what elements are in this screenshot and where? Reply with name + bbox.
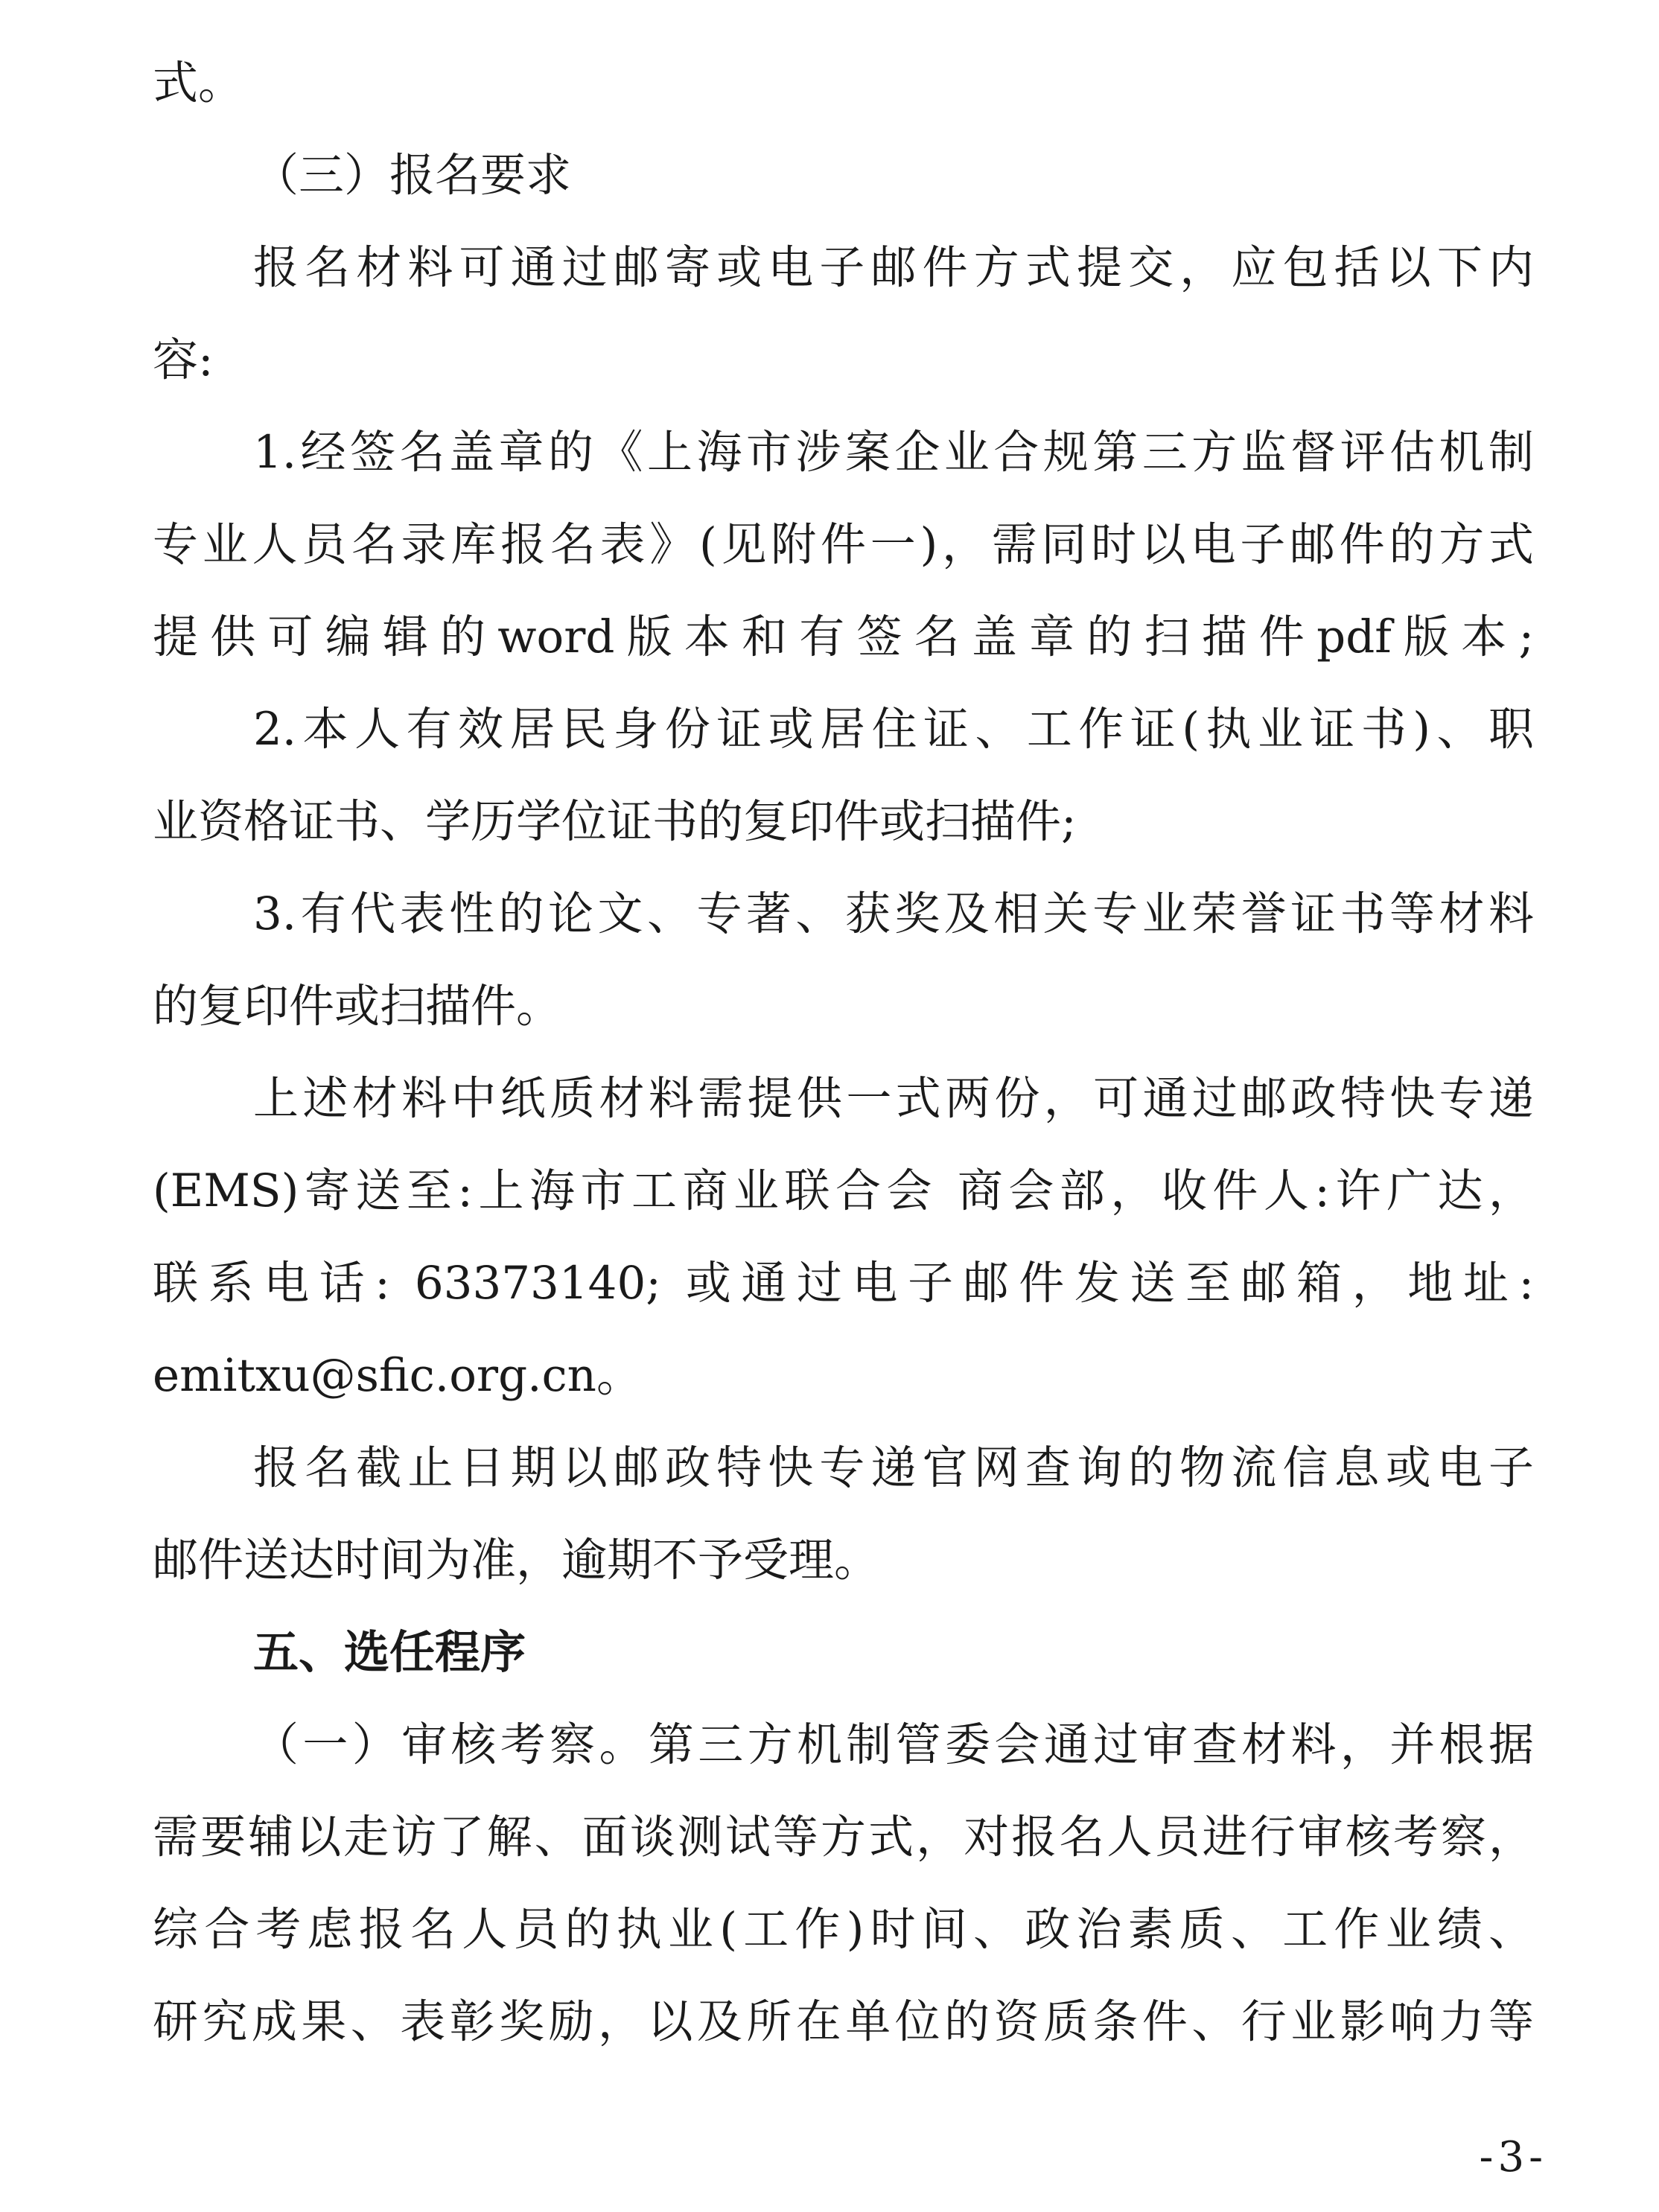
paragraph-line: 提供可编辑的word版本和有签名盖章的扫描件pdf版本; bbox=[153, 611, 1534, 663]
paragraph-line: 邮件送达时间为准，逾期不予受理。 bbox=[153, 1534, 880, 1587]
paragraph-line: 需要辅以走访了解、面谈测试等方式，对报名人员进行审核考察， bbox=[153, 1811, 1534, 1864]
paragraph-line: 业资格证书、学历学位证书的复印件或扫描件; bbox=[153, 795, 1077, 848]
page-number: -3- bbox=[1479, 2133, 1547, 2181]
paragraph-line: 研究成果、表彰奖励，以及所在单位的资质条件、行业影响力等 bbox=[153, 1995, 1534, 2048]
paragraph-line: 式。 bbox=[153, 57, 244, 109]
paragraph-line: 专业人员名录库报名表》(见附件一)，需同时以电子邮件的方式 bbox=[153, 518, 1534, 571]
paragraph-line: 的复印件或扫描件。 bbox=[153, 980, 562, 1033]
list-item: 3.有代表性的论文、专著、获奖及相关专业荣誉证书等材料 bbox=[253, 887, 1534, 940]
paragraph-line: 报名截止日期以邮政特快专递官网查询的物流信息或电子 bbox=[253, 1441, 1534, 1494]
paragraph-line: 报名材料可通过邮寄或电子邮件方式提交，应包括以下内 bbox=[253, 241, 1534, 294]
email-address: emitxu@sfic.org.cn。 bbox=[153, 1349, 642, 1402]
subsection-heading: （三）报名要求 bbox=[253, 149, 572, 202]
paragraph-line: 综合考虑报名人员的执业(工作)时间、政治素质、工作业绩、 bbox=[153, 1903, 1534, 1956]
list-item: 1.经签名盖章的《上海市涉案企业合规第三方监督评估机制 bbox=[253, 426, 1534, 479]
paragraph-line: （一）审核考察。第三方机制管委会通过审查材料，并根据 bbox=[253, 1718, 1534, 1771]
paragraph-line: 上述材料中纸质材料需提供一式两份，可通过邮政特快专递 bbox=[253, 1072, 1534, 1125]
paragraph-line: 联系电话: 63373140; 或通过电子邮件发送至邮箱，地址: bbox=[153, 1257, 1534, 1310]
section-heading: 五、选任程序 bbox=[253, 1626, 526, 1679]
paragraph-line: 容: bbox=[153, 334, 214, 386]
document-body bbox=[153, 37, 1534, 2068]
paragraph-line: (EMS)寄送至:上海市工商业联合会 商会部，收件人:许广达， bbox=[153, 1164, 1534, 1217]
list-item: 2.本人有效居民身份证或居住证、工作证(执业证书)、职 bbox=[253, 703, 1534, 756]
